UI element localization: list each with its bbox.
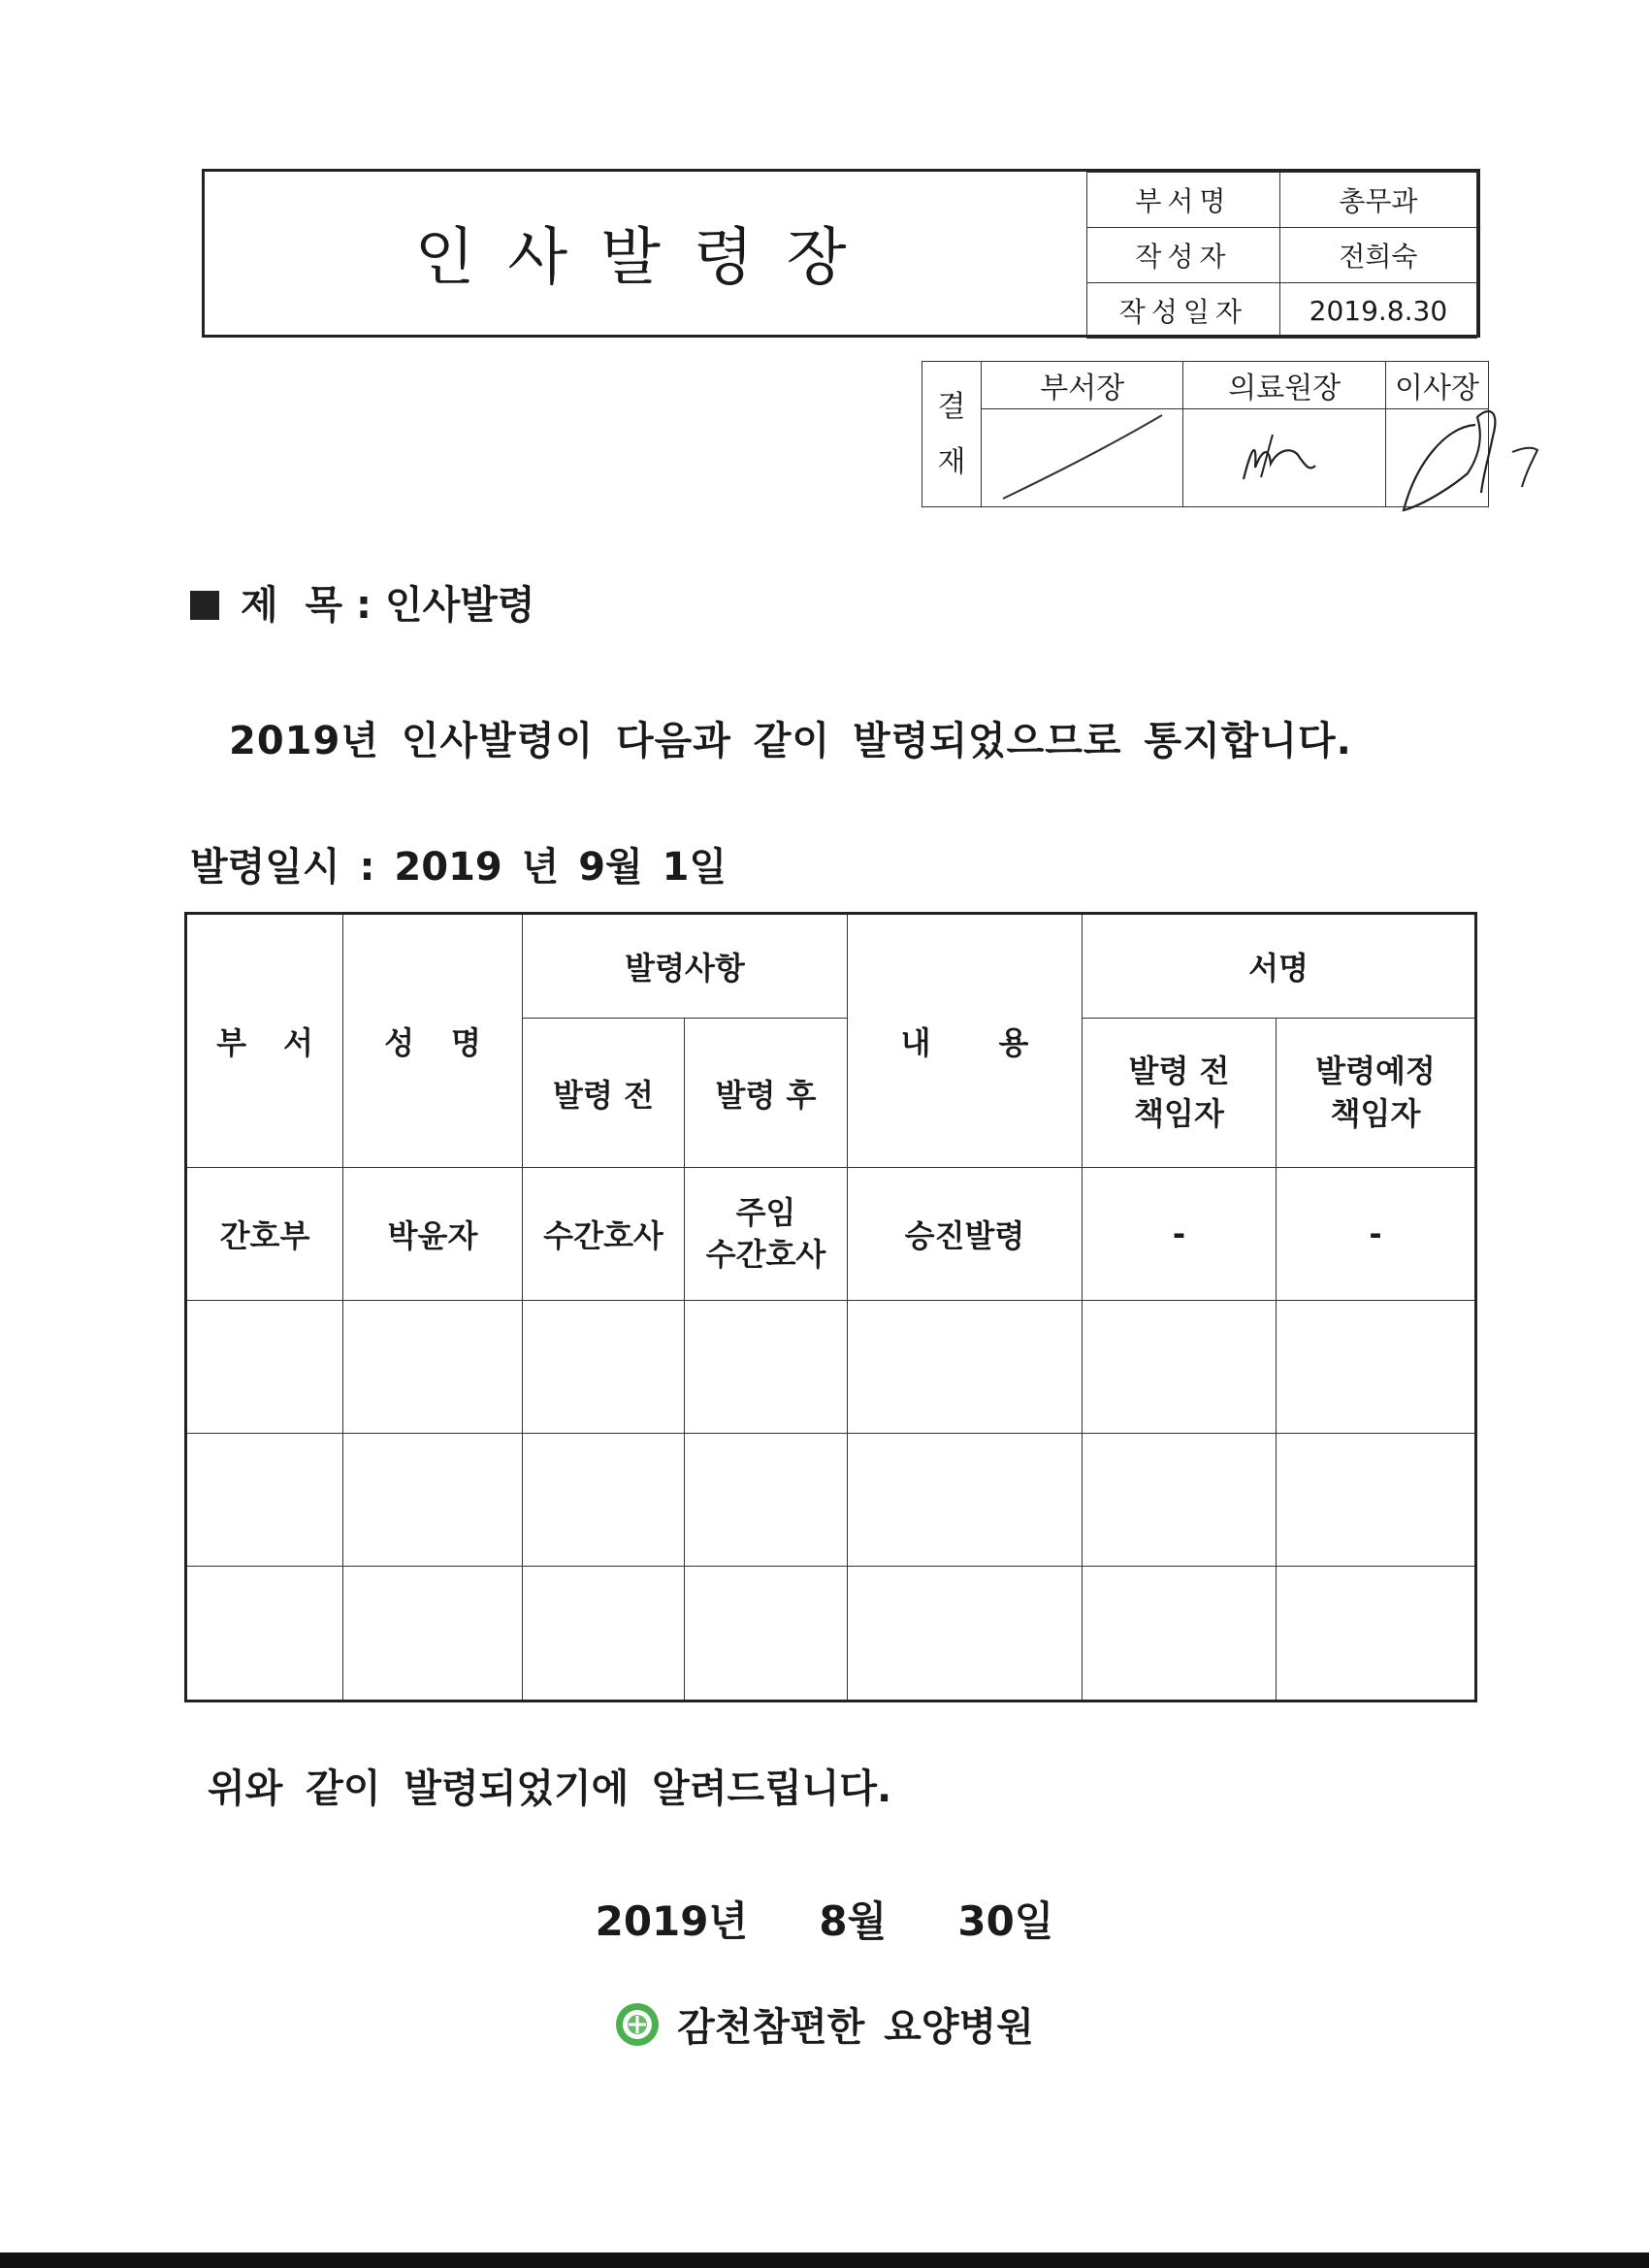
- approval-slash-cell: [982, 409, 1183, 507]
- closing-text: 위와 같이 발령되었기에 알려드립니다.: [208, 1766, 892, 1811]
- cell-sign-before: -: [1083, 1168, 1277, 1301]
- header-sign-planned-line2: 책임자: [1330, 1094, 1421, 1132]
- meta-value: 총무과: [1279, 173, 1476, 228]
- document-meta-table: [1086, 172, 1477, 339]
- meta-row: [1087, 173, 1477, 228]
- subject-text: 제 목 : 인사발령: [241, 583, 535, 628]
- approval-side-char: 재: [937, 444, 966, 479]
- issue-date: 2019년 8월 30일: [595, 1897, 1054, 1945]
- cell-after-line2: 수간호사: [705, 1236, 826, 1273]
- approval-box: [922, 361, 1489, 507]
- header-sign-before-line1: 발령 전: [1128, 1053, 1230, 1090]
- cell-name: 박윤자: [343, 1168, 523, 1301]
- personnel-order-table: [184, 912, 1477, 1702]
- header-content-text: 내용: [900, 1024, 1097, 1061]
- cell-content: 승진발령: [848, 1168, 1083, 1301]
- header-dept-text: 부서: [216, 1024, 350, 1061]
- meta-label: 부서명: [1087, 173, 1280, 228]
- scan-edge: [0, 2252, 1649, 2268]
- cell-after: [685, 1168, 848, 1301]
- table-row-empty: [186, 1434, 1476, 1567]
- cell-sign-planned: -: [1277, 1168, 1476, 1301]
- header-sign-before-line2: 책임자: [1134, 1094, 1224, 1132]
- cell-dept: 간호부: [186, 1168, 343, 1301]
- square-bullet-icon: [190, 591, 219, 620]
- table-row-empty: [186, 1301, 1476, 1434]
- organization-line: [0, 1996, 1649, 2052]
- meta-row: [1087, 283, 1477, 339]
- meta-row: [1087, 228, 1477, 283]
- organization-name: 감천참편한 요양병원: [677, 2005, 1034, 2050]
- header-order-items: 발령사항: [523, 914, 848, 1019]
- approval-role: 부서장: [982, 362, 1183, 409]
- order-date: 발령일시 : 2019 년 9월 1일: [190, 845, 728, 890]
- table-row: [186, 1168, 1476, 1301]
- slash-mark: [999, 409, 1166, 502]
- hospital-logo-icon: [615, 2002, 660, 2047]
- approval-signature-cell: [1385, 409, 1488, 507]
- document-title: 인사발령장: [414, 222, 880, 294]
- cell-before: 수간호사: [523, 1168, 685, 1301]
- table-row-empty: [186, 1567, 1476, 1701]
- meta-label: 작성자: [1087, 228, 1280, 283]
- meta-value: 전희숙: [1279, 228, 1476, 283]
- approval-signature-cell: [1183, 409, 1385, 507]
- subject-line: [190, 574, 535, 630]
- intro-text: 2019년 인사발령이 다음과 같이 발령되었으므로 통지합니다.: [229, 719, 1352, 763]
- approval-role: 이사장: [1385, 362, 1488, 409]
- header-dept: [186, 914, 350, 1168]
- header-sign-before: [1083, 1019, 1277, 1168]
- meta-value: 2019.8.30: [1279, 283, 1476, 339]
- signature-mark: [1201, 409, 1368, 502]
- header-name: [343, 914, 523, 1168]
- meta-label: 작성일자: [1087, 283, 1280, 339]
- header-sign-planned: [1277, 1019, 1476, 1168]
- header-content: [848, 914, 1097, 1168]
- approval-side-label: [922, 362, 982, 507]
- header-name-text: 성명: [384, 1024, 518, 1061]
- signature-mark: [1386, 359, 1553, 514]
- approval-role: 의료원장: [1183, 362, 1385, 409]
- approval-side-char: 결: [937, 389, 966, 424]
- cell-after-line1: 주임: [735, 1193, 796, 1231]
- header-signature: 서명: [1083, 914, 1476, 1019]
- header-sign-planned-line1: 발령예정: [1315, 1053, 1436, 1090]
- header-after: 발령 후: [685, 1019, 848, 1168]
- header-before: 발령 전: [523, 1019, 685, 1168]
